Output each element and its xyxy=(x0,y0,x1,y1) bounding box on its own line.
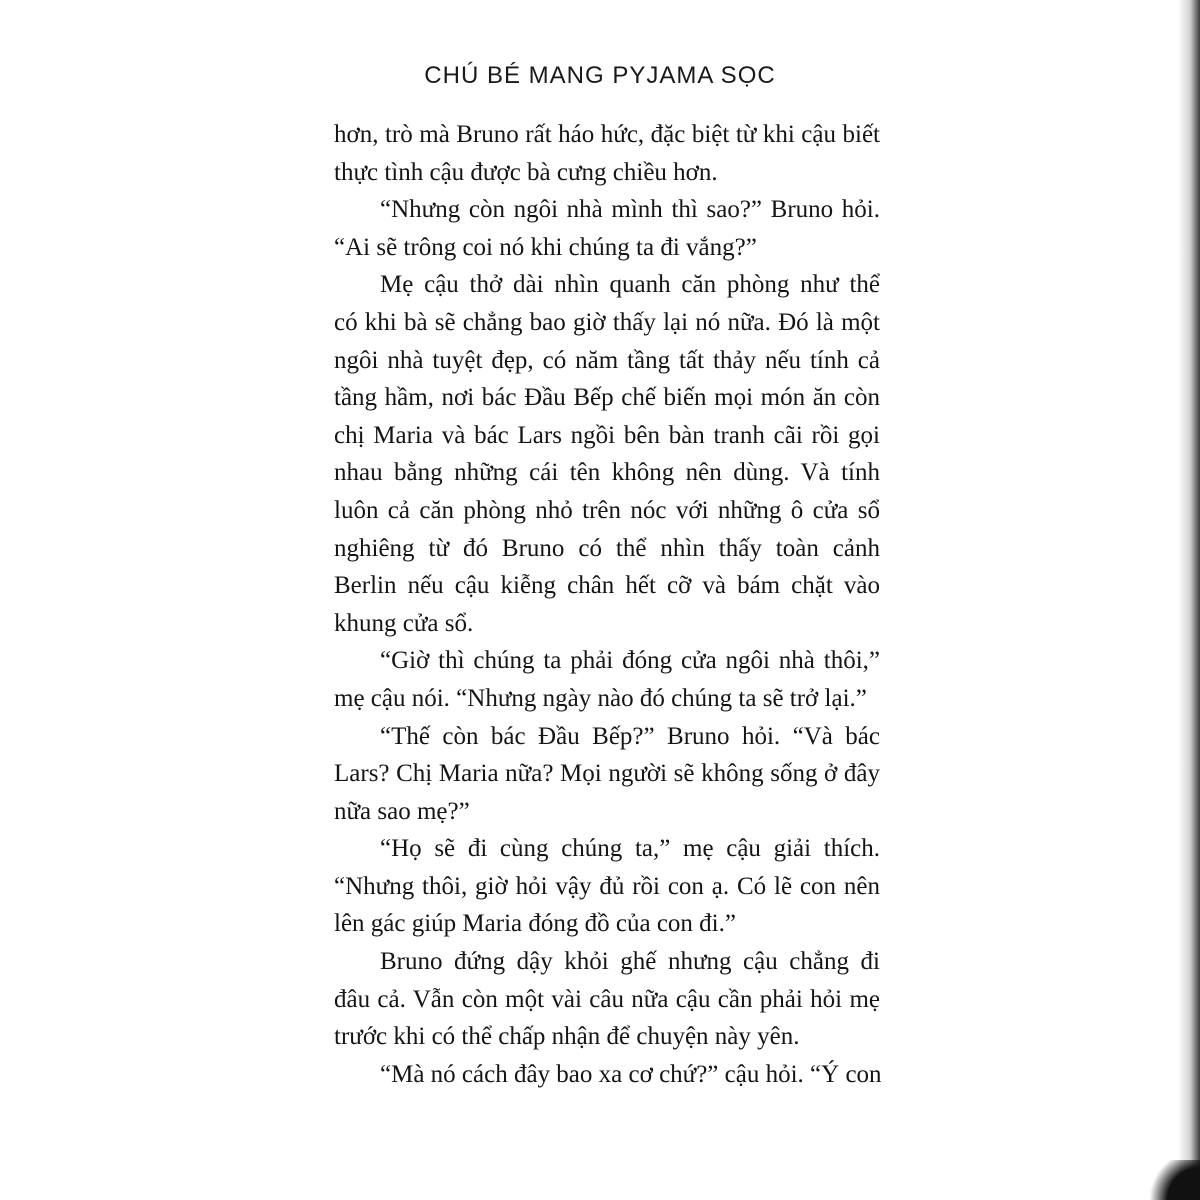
text-line: “Mà nó cách đây bao xa cơ chứ?” cậu hỏi. “Ý con xyxy=(380,1060,882,1088)
text-line: chị Maria và bác Lars ngồi bên bàn tranh cãi rồi gọi xyxy=(334,421,880,449)
text-line: Lars? Chị Maria nữa? Mọi người sẽ không sống ở đây xyxy=(334,760,880,788)
text-line: “Ai sẽ trông coi nó khi chúng ta đi vắng?” xyxy=(334,233,757,261)
text-line: “Họ sẽ đi cùng chúng ta,” mẹ cậu giải thích. xyxy=(380,835,880,863)
text-line: Bruno đứng dậy khỏi ghế nhưng cậu chẳng đi xyxy=(380,948,880,976)
text-line: “Giờ thì chúng ta phải đóng cửa ngôi nhà thôi,” xyxy=(380,647,880,675)
text-line: mẹ cậu nói. “Nhưng ngày nào đó chúng ta sẽ trở lại.” xyxy=(334,684,867,712)
text-line: đâu cả. Vẫn còn một vài câu nữa cậu cần phải hỏi mẹ xyxy=(334,985,880,1013)
text-line: lên gác giúp Maria đóng đồ của con đi.” xyxy=(334,910,736,938)
text-line: nhau bằng những cái tên không nên dùng. Và tính xyxy=(334,459,880,487)
text-line: ngôi nhà tuyệt đẹp, có năm tầng tất thảy nếu tính cả xyxy=(334,346,880,374)
text-line: có khi bà sẽ chẳng bao giờ thấy lại nó nữa. Đó là một xyxy=(334,308,880,336)
text-line: “Nhưng thôi, giờ hỏi vậy đủ rồi con ạ. Có lẽ con nên xyxy=(334,872,880,900)
running-header: CHÚ BÉ MANG PYJAMA SỌC xyxy=(424,62,776,89)
page-edge-shadow xyxy=(1178,0,1200,1200)
text-line: trước khi có thể chấp nhận để chuyện này yên. xyxy=(334,1023,800,1051)
text-line: Berlin nếu cậu kiễng chân hết cỡ và bám chặt vào xyxy=(334,572,880,600)
text-line: “Nhưng còn ngôi nhà mình thì sao?” Bruno hỏi. xyxy=(380,196,880,224)
text-line: nghiêng từ đó Bruno có thể nhìn thấy toàn cảnh xyxy=(334,534,880,562)
text-line: tầng hầm, nơi bác Đầu Bếp chế biến mọi món ăn còn xyxy=(334,384,880,412)
text-line: luôn cả căn phòng nhỏ trên nóc với những ô cửa sổ xyxy=(334,496,880,524)
body-text xyxy=(334,116,880,1093)
text-line: hơn, trò mà Bruno rất háo hức, đặc biệt từ khi cậu biết xyxy=(334,121,880,148)
text-line: nữa sao mẹ?” xyxy=(334,797,470,825)
page-corner-shadow xyxy=(1140,1160,1200,1200)
text-line: “Thế còn bác Đầu Bếp?” Bruno hỏi. “Và bác xyxy=(380,722,880,750)
text-line: Mẹ cậu thở dài nhìn quanh căn phòng như thể xyxy=(380,271,880,299)
text-line: thực tình cậu được bà cưng chiều hơn. xyxy=(334,158,718,186)
text-line: khung cửa sổ. xyxy=(334,609,474,637)
